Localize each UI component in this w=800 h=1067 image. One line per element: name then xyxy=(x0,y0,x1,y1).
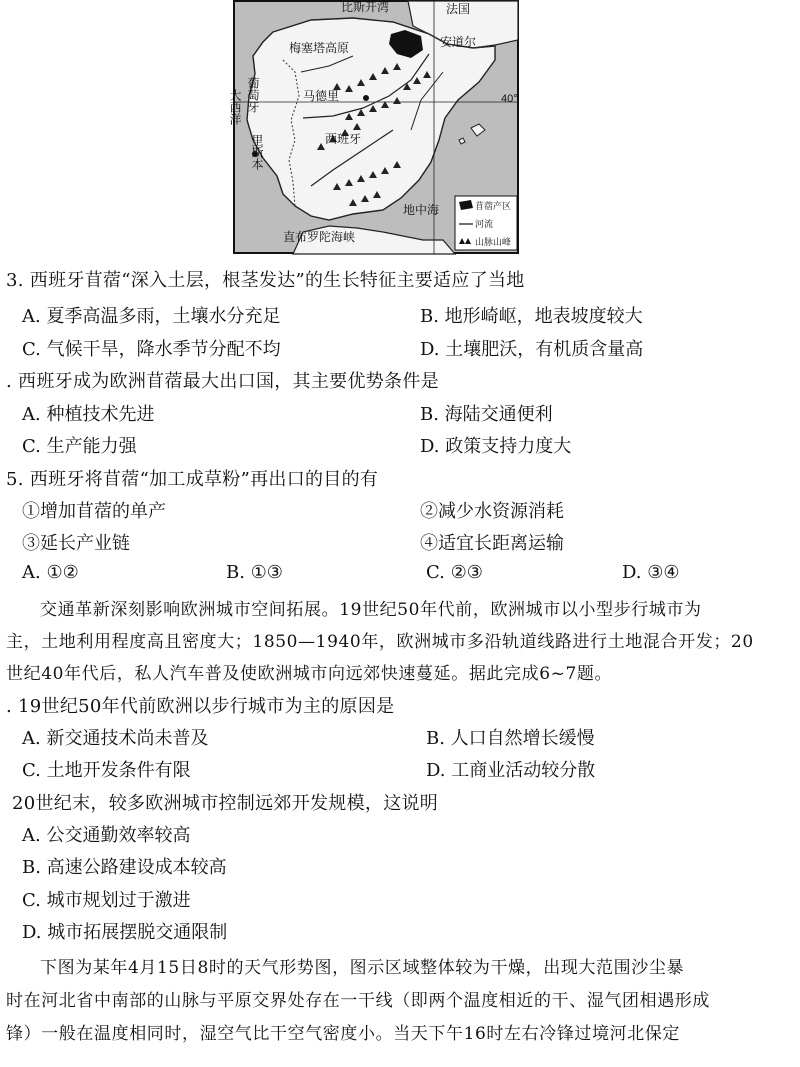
passage2-line3: 锋）一般在温度相同时，湿空气比干空气密度小。当天下午16时左右冷锋过境河北保定 xyxy=(6,1024,681,1044)
q7-option-d[interactable]: D. 城市拓展摆脱交通限制 xyxy=(22,922,228,943)
q5-stem: 5. 西班牙将苜蓿“加工成草粉”再出口的目的有 xyxy=(6,469,379,490)
q6-option-c[interactable]: C. 土地开发条件有限 xyxy=(22,760,191,781)
q7-option-c[interactable]: C. 城市规划过于激进 xyxy=(22,890,191,911)
q6-option-b[interactable]: B. 人口自然增长缓慢 xyxy=(426,728,595,749)
legend-production-label: 苜蓿产区 xyxy=(475,201,512,211)
q6-stem: . 19世纪50年代前欧洲以步行城市为主的原因是 xyxy=(6,696,395,717)
q6-option-a[interactable]: A. 新交通技术尚未普及 xyxy=(22,728,209,749)
q3-option-c[interactable]: C. 气候干旱，降水季节分配不均 xyxy=(22,339,281,360)
q3-option-a[interactable]: A. 夏季高温多雨，土壤水分充足 xyxy=(22,306,281,327)
iberia-map xyxy=(228,0,519,254)
q7-option-a[interactable]: A. 公交通勤效率较高 xyxy=(22,825,191,846)
map-legend xyxy=(455,196,517,250)
q5-item-1: ①增加苜蓿的单产 xyxy=(22,501,166,522)
passage2-line1: 下图为某年4月15日8时的天气形势图，图示区域整体较为干燥，出现大范围沙尘暴 xyxy=(40,958,685,978)
map-label-andorra: 安道尔 xyxy=(440,35,477,49)
map-label-france: 法国 xyxy=(446,2,471,16)
q4-option-a[interactable]: A. 种植技术先进 xyxy=(22,404,155,425)
madrid-dot xyxy=(363,95,369,101)
q7-option-b[interactable]: B. 高速公路建设成本较高 xyxy=(22,857,227,878)
map-label-40: 40° xyxy=(501,93,518,105)
q5-option-a[interactable]: A. ①② xyxy=(22,562,79,583)
q5-item-2: ②减少水资源消耗 xyxy=(420,501,564,522)
map-label-spain: 西班牙 xyxy=(325,132,362,146)
q3-stem: 3. 西班牙苜蓿“深入土层，根茎发达”的生长特征主要适应了当地 xyxy=(6,270,525,291)
passage2-line2: 时在河北省中南部的山脉与平原交界处存在一干线（即两个温度相近的干、湿气团相遇形成 xyxy=(6,991,710,1011)
map-label-portugal: 葡萄牙 xyxy=(246,77,260,113)
passage1-line3: 世纪40年代后，私人汽车普及使欧洲城市向远郊快速蔓延。据此完成6~7题。 xyxy=(6,664,613,684)
map-label-gibraltar: 直布罗陀海峡 xyxy=(283,230,356,244)
q4-stem: . 西班牙成为欧洲苜蓿最大出口国，其主要优势条件是 xyxy=(6,371,439,392)
map-label-meseta: 梅塞塔高原 xyxy=(289,41,350,55)
map-label-madrid: 马德里 xyxy=(303,89,340,103)
q4-option-d[interactable]: D. 政策支持力度大 xyxy=(420,436,572,457)
q5-item-3: ③延长产业链 xyxy=(22,533,130,554)
passage1-line2: 主，土地利用程度高且密度大；1850—1940年，欧洲城市多沿轨道线路进行土地混合开发；20 xyxy=(6,632,754,652)
map-label-atlantic: 大西洋 xyxy=(228,89,242,125)
q5-item-4: ④适宜长距离运输 xyxy=(420,533,564,554)
q3-option-b[interactable]: B. 地形崎岖，地表坡度较大 xyxy=(420,306,643,327)
q4-option-b[interactable]: B. 海陆交通便利 xyxy=(420,404,553,425)
q5-option-c[interactable]: C. ②③ xyxy=(426,562,483,583)
legend-mountain-label: 山脉山峰 xyxy=(475,237,512,247)
map-label-lisbon: 里斯本 xyxy=(250,134,264,170)
passage1-line1: 交通革新深刻影响欧洲城市空间拓展。19世纪50年代前，欧洲城市以小型步行城市为 xyxy=(40,600,702,620)
q5-option-d[interactable]: D. ③④ xyxy=(622,562,680,583)
map-label-mediterranean: 地中海 xyxy=(403,203,440,217)
legend-river-label: 河流 xyxy=(475,219,494,229)
q7-stem: 20世纪末，较多欧洲城市控制远郊开发规模，这说明 xyxy=(12,793,439,814)
q3-option-d[interactable]: D. 土壤肥沃，有机质含量高 xyxy=(420,339,644,360)
q4-option-c[interactable]: C. 生产能力强 xyxy=(22,436,137,457)
map-svg xyxy=(228,0,519,254)
map-label-bay: 比斯开湾 xyxy=(341,0,390,14)
q6-option-d[interactable]: D. 工商业活动较分散 xyxy=(426,760,596,781)
q5-option-b[interactable]: B. ①③ xyxy=(226,562,283,583)
